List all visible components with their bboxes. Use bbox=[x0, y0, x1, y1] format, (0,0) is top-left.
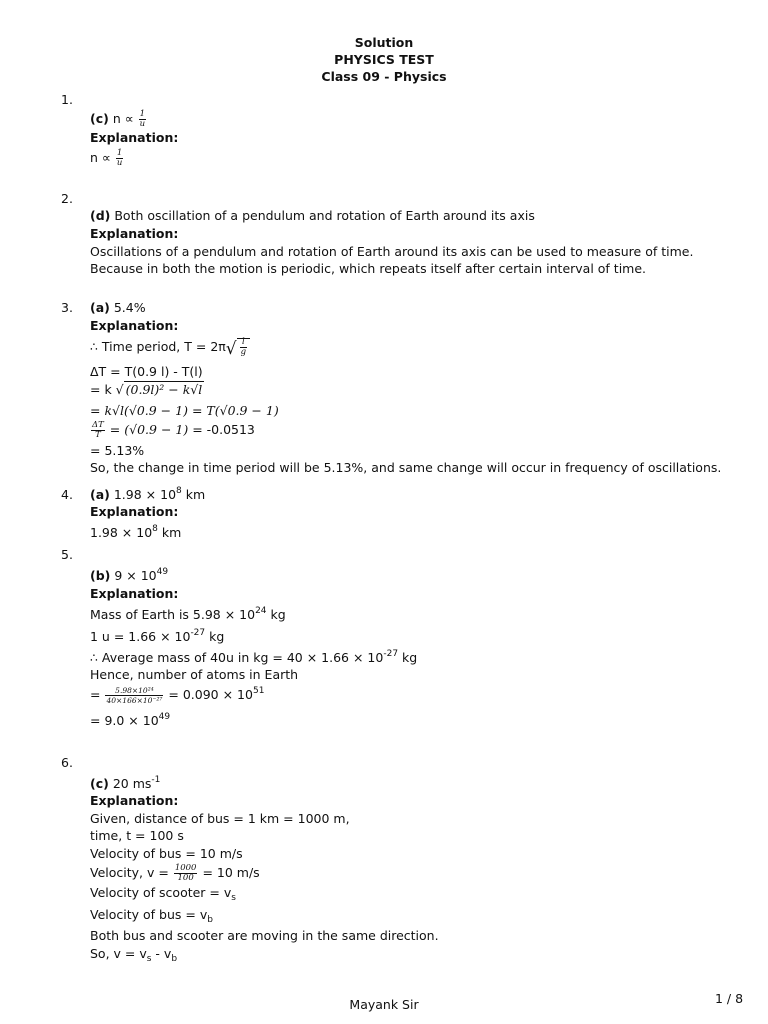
explanation-label: Explanation: bbox=[90, 226, 179, 241]
explanation-text: Velocity of bus = $v_b$ bbox=[90, 907, 213, 925]
explanation-text: Oscillations of a pendulum and rotation of Earth around its axis can be used to measure of time. bbox=[90, 244, 694, 259]
explanation-text: ∴ Average mass of 40u in kg = $40 \times 1.66 \times 10^{-27}$ kg bbox=[90, 649, 418, 665]
formula-line: So, $v = v_s - v_b$ bbox=[90, 946, 178, 964]
answer-line bbox=[90, 208, 535, 224]
formula-line: = k √ (0.9l)² − k√l bbox=[90, 382, 203, 397]
explanation-text: Mass of Earth is $5.98 \times 10^{24}$ kg bbox=[90, 606, 286, 622]
answer-line: (b) $9 \times 10^{49}$ bbox=[90, 567, 169, 583]
explanation-text: 1 $u = 1.66 \times 10^{-27}$ kg bbox=[90, 628, 225, 644]
explanation-text: Because in both the motion is periodic, which repeats itself after certain interval of time. bbox=[90, 261, 647, 276]
explanation-text: time, t = 100 s bbox=[90, 828, 184, 843]
explanation-label: Explanation: bbox=[90, 130, 179, 145]
header-class: Class 09 - Physics bbox=[321, 69, 447, 84]
question-number: 1. bbox=[61, 92, 73, 107]
explanation-text: Both bus and scooter are moving in the same direction. bbox=[90, 928, 439, 943]
question-number: 4. bbox=[61, 487, 73, 502]
explanation-text: $1.98 \times 10^8$ km bbox=[90, 524, 182, 540]
explanation-text: Hence, number of atoms in Earth bbox=[90, 667, 299, 682]
answer-line: (a) $1.98 \times 10^8$ km bbox=[90, 486, 206, 502]
answer-text: 5.4% bbox=[113, 300, 146, 315]
question-number: 3. bbox=[61, 300, 73, 315]
footer-author: Mayank Sir bbox=[349, 997, 419, 1012]
answer-option: (b) bbox=[90, 568, 111, 583]
explanation-text: Given, distance of bus = 1 km = 1000 m, bbox=[90, 811, 350, 826]
formula-time-period: ∴ Time period, T = 2π√ $\frac{l}{g}$ bbox=[90, 338, 250, 357]
result-line: = 5.13% bbox=[90, 443, 145, 458]
conclusion-text: So, the change in time period will be 5.13%, and same change will occur in frequency of oscillations. bbox=[90, 460, 722, 475]
explanation-text: Velocity of bus = 10 m/s bbox=[90, 846, 243, 861]
answer-option: (a) bbox=[90, 300, 110, 315]
question-number: 6. bbox=[61, 755, 73, 770]
explanation-label: Explanation: bbox=[90, 793, 179, 808]
formula-delta-t: ΔT = T(0.9 l) - T(l) bbox=[90, 364, 203, 379]
answer-text: n ∝ bbox=[112, 111, 134, 126]
explanation-text: n ∝ $\frac{1}{u}$ bbox=[90, 148, 123, 168]
header-test-title: PHYSICS TEST bbox=[334, 52, 434, 67]
formula-line: = k√l(√0.9 − 1) = T(√0.9 − 1) bbox=[90, 403, 279, 418]
page-number: 1 / 8 bbox=[715, 991, 744, 1006]
answer-option: (d) bbox=[90, 208, 111, 223]
result-line: = $9.0 \times 10^{49}$ bbox=[90, 712, 171, 728]
formula-line: = $\frac{\text{5.98×10²⁴}}{\text{40×166×10⁻²⁷}}$ = $0.090 \times 10^{51}$ bbox=[90, 686, 265, 705]
formula-line: Velocity, v = $\frac{1000}{100}$ = 10 m/s bbox=[90, 863, 260, 883]
explanation-label: Explanation: bbox=[90, 586, 179, 601]
answer-option: (a) bbox=[90, 487, 110, 502]
formula-ratio: $\frac{\Delta T}{T}$ = (√0.9 − 1) = -0.0513 bbox=[92, 420, 255, 440]
explanation-label: Explanation: bbox=[90, 504, 179, 519]
answer-option: (c) bbox=[90, 111, 109, 126]
fraction-numerator: 1 bbox=[139, 109, 146, 119]
answer-option: (c) bbox=[90, 776, 109, 791]
question-number: 2. bbox=[61, 191, 73, 206]
header-solution: Solution bbox=[354, 35, 414, 50]
fraction-denominator: u bbox=[139, 119, 146, 129]
answer-text: Both oscillation of a pendulum and rotation of Earth around its axis bbox=[114, 208, 535, 223]
explanation-text: Velocity of scooter = $v_s$ bbox=[90, 885, 236, 903]
answer-line bbox=[90, 110, 147, 129]
answer-line bbox=[90, 300, 146, 316]
answer-line: (c) 20 $ms^{-1}$ bbox=[90, 775, 161, 791]
question-number: 5. bbox=[61, 547, 73, 562]
explanation-label: Explanation: bbox=[90, 318, 179, 333]
